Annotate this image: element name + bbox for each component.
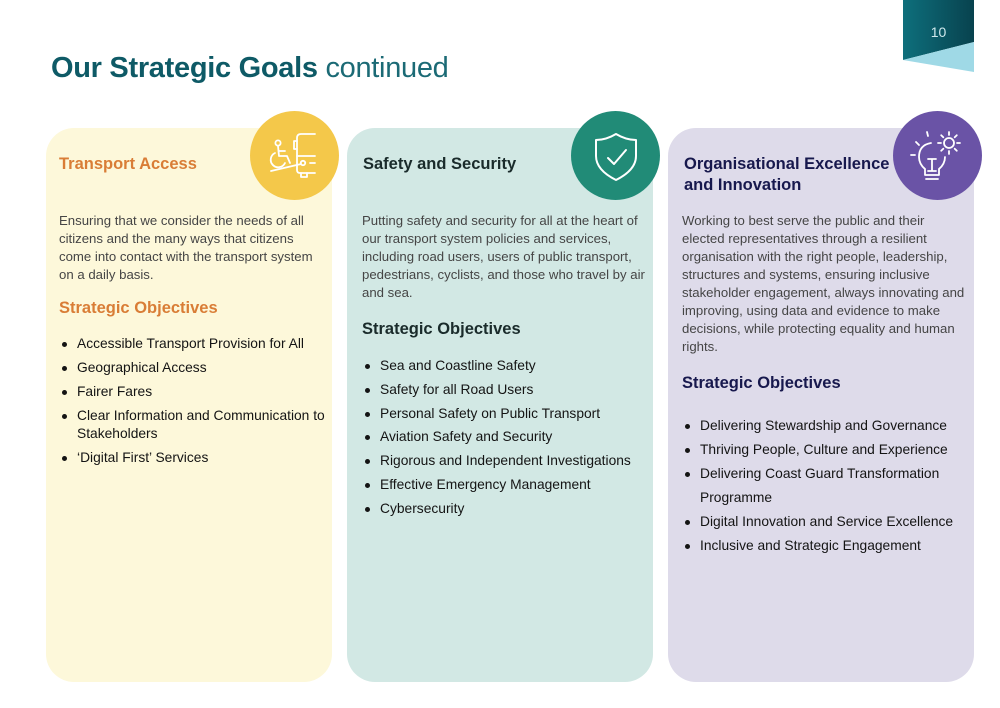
- objectives-heading: Strategic Objectives: [59, 299, 218, 317]
- lightbulb-gear-icon: [893, 111, 982, 200]
- page-title-suffix: continued: [325, 52, 449, 84]
- page-title-main: Our Strategic Goals: [51, 52, 318, 84]
- objective-item: Accessible Transport Provision for All: [59, 335, 329, 353]
- objective-item: Delivering Coast Guard Transformation Programme: [682, 462, 974, 510]
- objectives-list: [59, 335, 329, 473]
- objective-item: Aviation Safety and Security: [362, 428, 652, 446]
- card-description: Working to best serve the public and their elected representatives through a resilient organisation with the right people, leadership, structures and systems, ensuring inclusive stakeholder engagement, always innovating and improving, using data and evidence to make decisions, while protecting equality and human rights.: [682, 213, 965, 354]
- goal-card-organisational-excellence: [668, 128, 974, 682]
- objective-item: Cybersecurity: [362, 500, 652, 518]
- objective-item: Rigorous and Independent Investigations: [362, 452, 652, 470]
- objective-item: Digital Innovation and Service Excellence: [682, 510, 974, 534]
- goal-card-safety-security: [347, 128, 653, 682]
- objectives-heading: Strategic Objectives: [682, 374, 841, 392]
- objective-item: Thriving People, Culture and Experience: [682, 438, 974, 462]
- goal-card-transport-access: [46, 128, 332, 682]
- objective-item: Sea and Coastline Safety: [362, 357, 652, 375]
- objective-item: ‘Digital First’ Services: [59, 449, 329, 467]
- card-description: Ensuring that we consider the needs of all citizens and the many ways that citizens come into contact with the transport system on a daily basis.: [59, 213, 313, 282]
- objective-item: Effective Emergency Management: [362, 476, 652, 494]
- objectives-list: [682, 414, 974, 558]
- card-title: Transport Access: [59, 155, 197, 173]
- page-title: [51, 50, 449, 86]
- objective-item: Fairer Fares: [59, 383, 329, 401]
- objectives-heading: Strategic Objectives: [362, 320, 521, 338]
- wheelchair-bus-ramp-icon: [250, 111, 339, 200]
- objective-item: Clear Information and Communication to Stakeholders: [59, 407, 329, 443]
- objective-item: Inclusive and Strategic Engagement: [682, 534, 974, 558]
- card-title: Organisational Excellence and Innovation: [684, 155, 890, 194]
- objective-item: Delivering Stewardship and Governance: [682, 414, 974, 438]
- objective-item: Geographical Access: [59, 359, 329, 377]
- shield-check-icon: [571, 111, 660, 200]
- objectives-list: [362, 357, 652, 524]
- card-title: Safety and Security: [363, 155, 517, 173]
- objective-item: Personal Safety on Public Transport: [362, 405, 652, 423]
- card-description: Putting safety and security for all at the heart of our transport system policies and services, including road users, users of public transport, pedestrians, cyclists, and those who travel by air and sea.: [362, 213, 645, 300]
- page-number-tab: [903, 0, 974, 72]
- page-number: 10: [930, 24, 947, 40]
- objective-item: Safety for all Road Users: [362, 381, 652, 399]
